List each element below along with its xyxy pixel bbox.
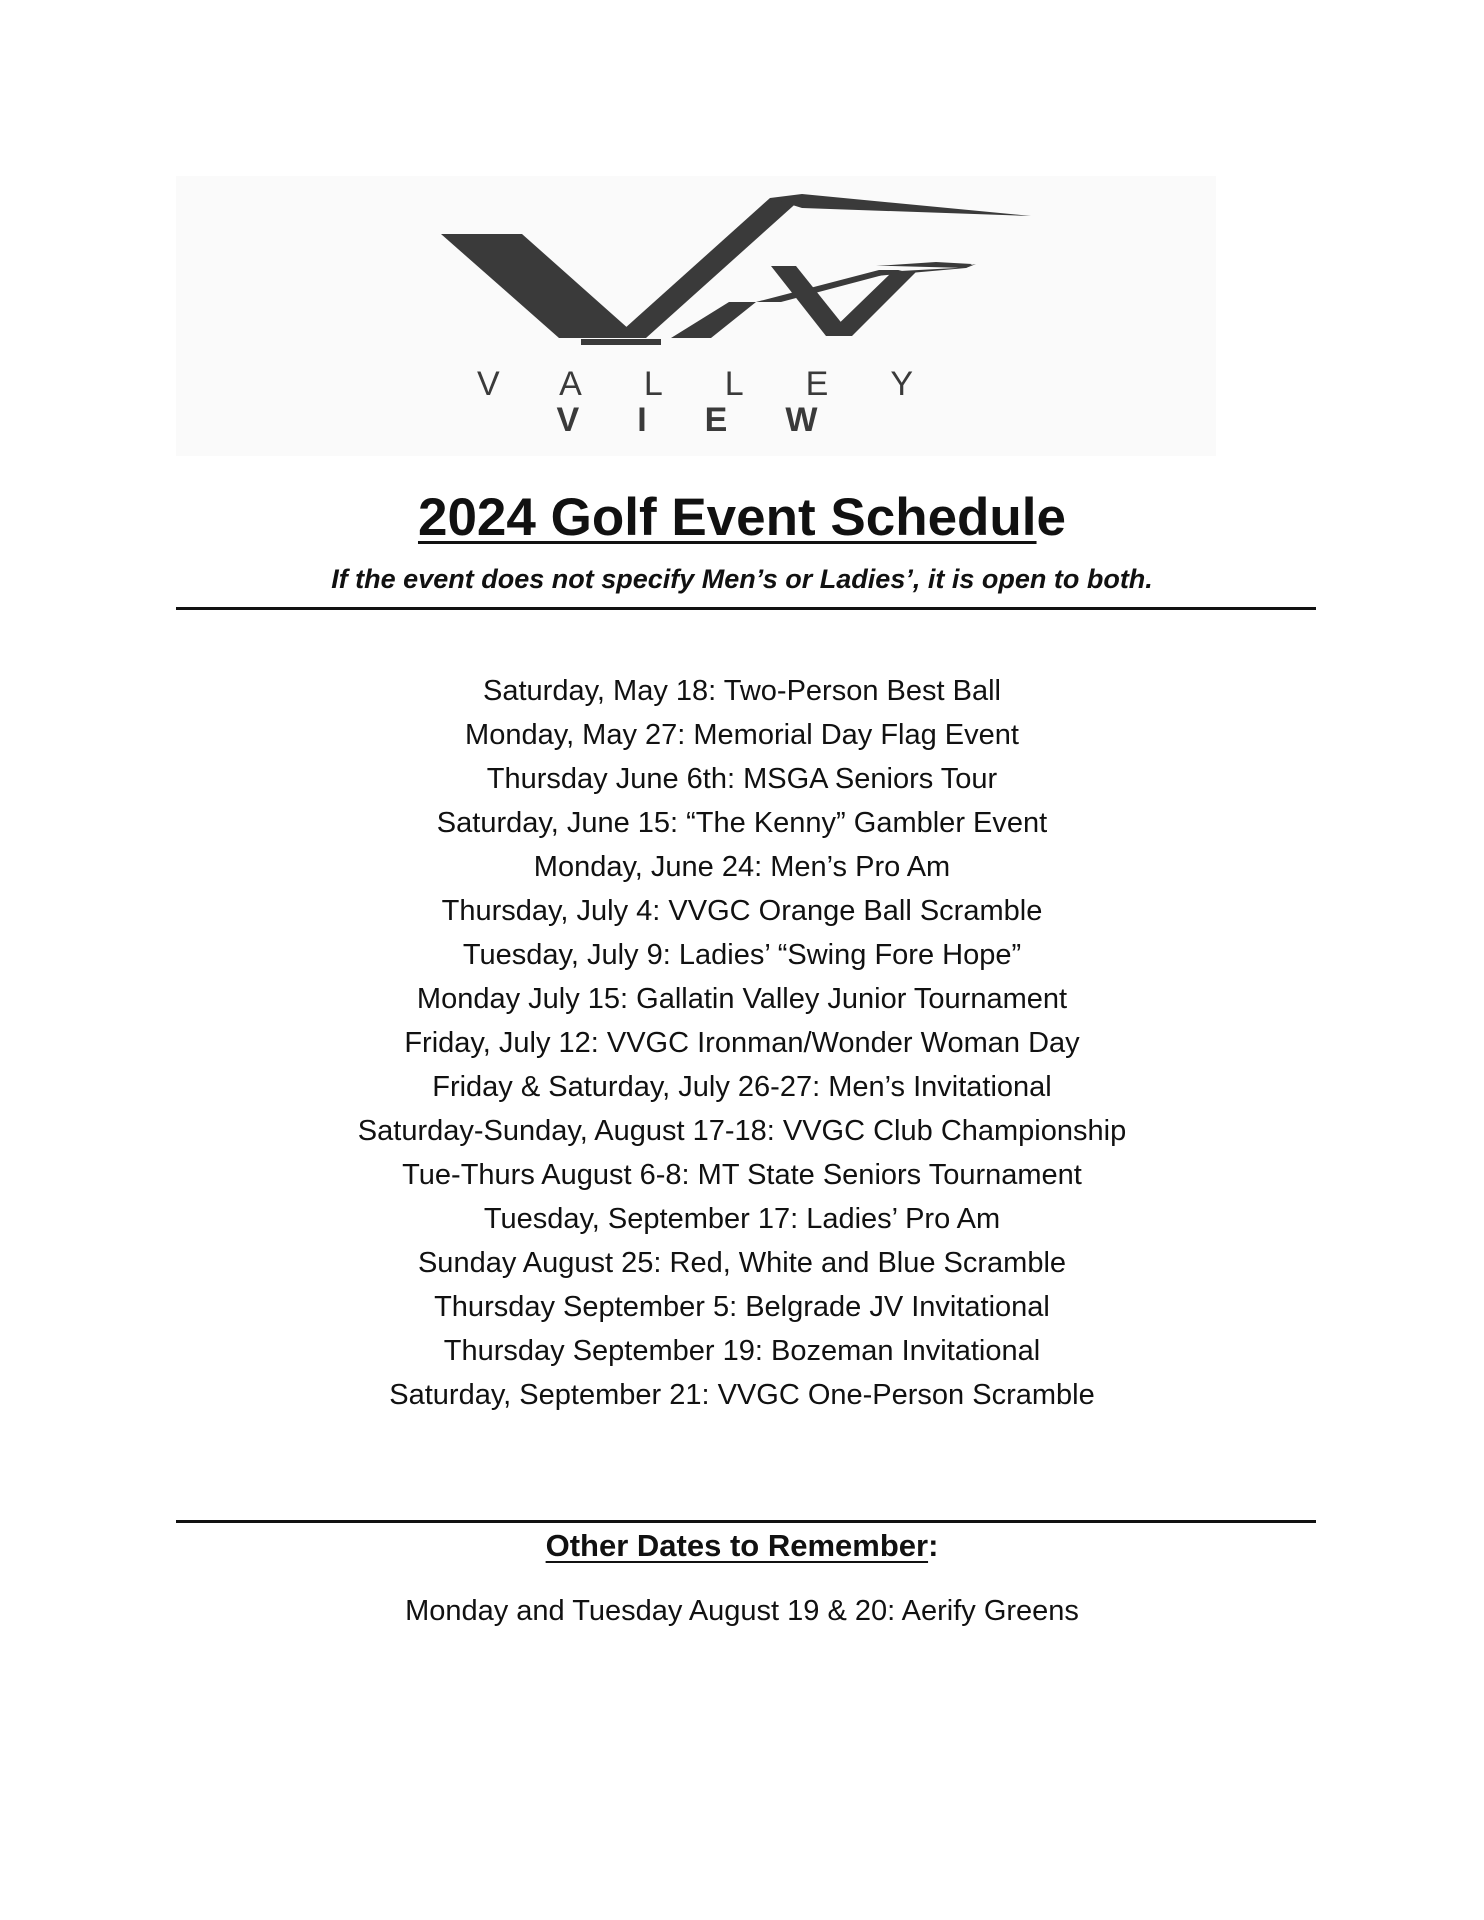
event-item: Thursday, July 4: VVGC Orange Ball Scramble — [441, 895, 1043, 927]
page-subtitle: If the event does not specify Men’s or Ladies’, it is open to both. — [331, 564, 1153, 594]
page-title — [0, 486, 1484, 550]
event-item: Tuesday, July 9: Ladies’ “Swing Fore Hope” — [462, 939, 1022, 971]
event-item: Saturday, June 15: “The Kenny” Gambler Event — [436, 807, 1048, 839]
event-item: Thursday September 5: Belgrade JV Invitational — [434, 1291, 1050, 1323]
event-item: Tue-Thurs August 6-8: MT State Seniors Tournament — [402, 1159, 1082, 1191]
other-date-item: Monday and Tuesday August 19 & 20: Aerify Greens — [405, 1595, 1079, 1627]
event-item: Tuesday, September 17: Ladies’ Pro Am — [483, 1203, 1001, 1235]
event-list — [0, 669, 1484, 1417]
event-item: Saturday-Sunday, August 17-18: VVGC Club Championship — [357, 1115, 1127, 1147]
event-item: Saturday, September 21: VVGC One-Person Scramble — [389, 1379, 1095, 1411]
event-item: Saturday, May 18: Two-Person Best Ball — [483, 675, 1001, 707]
other-dates-heading-tail: : — [928, 1528, 939, 1563]
logo-line1: VALLEY — [476, 365, 975, 403]
event-item: Friday & Saturday, July 26-27: Men’s Invitational — [432, 1071, 1052, 1103]
valley-view-logo — [176, 176, 1216, 456]
top-divider — [176, 607, 1316, 610]
event-item: Thursday September 19: Bozeman Invitational — [443, 1335, 1041, 1367]
logo-line2: VIEW — [556, 401, 876, 439]
event-item: Monday July 15: Gallatin Valley Junior Tournament — [416, 983, 1068, 1015]
event-item: Friday, July 12: VVGC Ironman/Wonder Woman Day — [404, 1027, 1080, 1059]
bottom-divider — [176, 1520, 1316, 1523]
other-dates-heading — [0, 1526, 1484, 1566]
event-item: Thursday June 6th: MSGA Seniors Tour — [486, 763, 998, 795]
event-item: Monday, May 27: Memorial Day Flag Event — [465, 719, 1019, 751]
event-item: Monday, June 24: Men’s Pro Am — [533, 851, 951, 883]
page-title-underlined: 2024 Golf Event Schedul — [417, 488, 1037, 547]
event-item: Sunday August 25: Red, White and Blue Scramble — [417, 1247, 1067, 1279]
page-title-tail: e — [1036, 488, 1067, 547]
other-dates-heading-underlined: Other Dates to Remember — [545, 1528, 929, 1563]
